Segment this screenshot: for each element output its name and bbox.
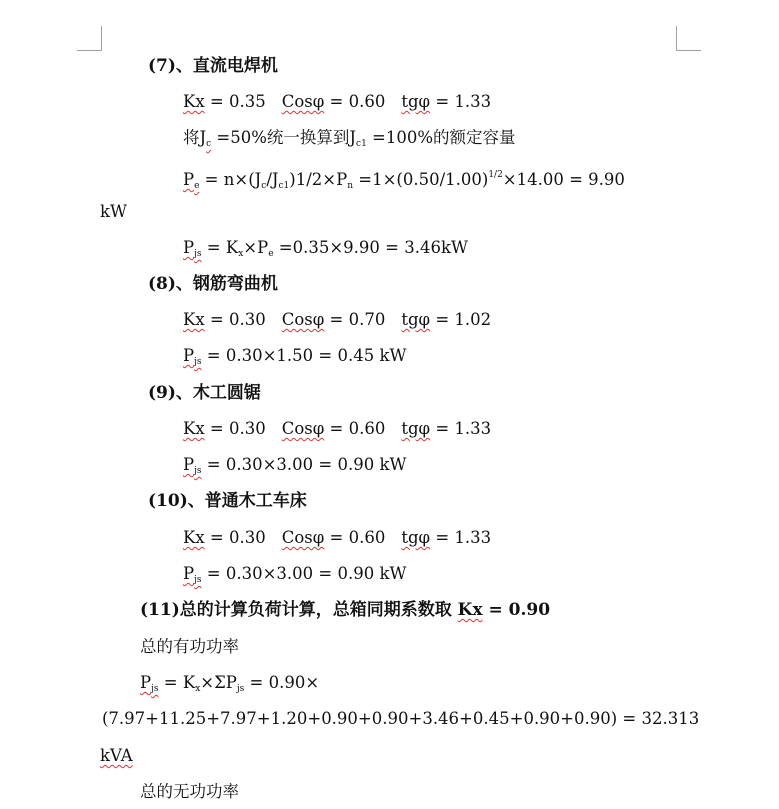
section-9-pjs-formula: $P_{js} = 0.30\times 3.00 = 0.90$ kW xyxy=(183,455,407,476)
section-11-reactive-power-label: 总的无功功率 xyxy=(140,782,239,801)
section-10-pjs-formula: $P_{js} = 0.30\times 3.00 = 0.90$ kW xyxy=(183,564,407,585)
section-11-heading: (11)总的计算负荷计算，总箱同期系数取 Kx = 0.90 xyxy=(140,600,551,620)
section-7-pe-unit: kW xyxy=(100,202,127,221)
section-8-heading: (8)、钢筋弯曲机 xyxy=(148,274,278,294)
section-8-coefficients: Kx = 0.30 Cosφ = 0.70 tgφ = 1.02 xyxy=(183,310,492,329)
section-7-pjs-formula: $P_{js} = K_x\times P_e =0.35\times 9.90 = 3.46kW$ xyxy=(183,238,468,259)
section-10-coefficients: Kx = 0.30 Cosφ = 0.60 tgφ = 1.33 xyxy=(183,528,492,547)
section-9-coefficients: Kx = 0.30 Cosφ = 0.60 tgφ = 1.33 xyxy=(183,419,492,438)
section-11-total-pjs-formula: $P_{js} = K_x\times\Sigma P_{js} = 0.90\times$ xyxy=(140,673,320,694)
section-11-sum-line: (7.97+11.25+7.97+1.20+0.90+0.90+3.46+0.45+0.90+0.90) = 32.313 xyxy=(102,709,700,728)
section-7-pe-formula: $P_e = n\times(J_c/J_{c1})1/2\times P_n =1\times(0.50/1.00)^{1/2}\times 14.00 = 9.90$ xyxy=(183,170,625,191)
section-7-conversion-text: 将$J_c =50\%$统一换算到$J_{c1} =100\%$的额定容量 xyxy=(183,128,516,149)
section-7-coefficients: Kx = 0.35 Cosφ = 0.60 tgφ = 1.33 xyxy=(183,92,492,111)
section-8-pjs-formula: $P_{js} = 0.30\times 1.50 = 0.45$ kW xyxy=(183,346,407,367)
section-11-unit: kVA xyxy=(100,746,133,765)
page-corner-mark-top-left xyxy=(77,26,102,51)
page-corner-mark-top-right xyxy=(676,26,701,51)
section-11-active-power-label: 总的有功功率 xyxy=(140,637,239,656)
section-10-heading: (10)、普通木工车床 xyxy=(148,491,307,511)
section-7-heading: (7)、直流电焊机 xyxy=(148,56,278,76)
section-9-heading: (9)、木工圆锯 xyxy=(148,383,261,403)
